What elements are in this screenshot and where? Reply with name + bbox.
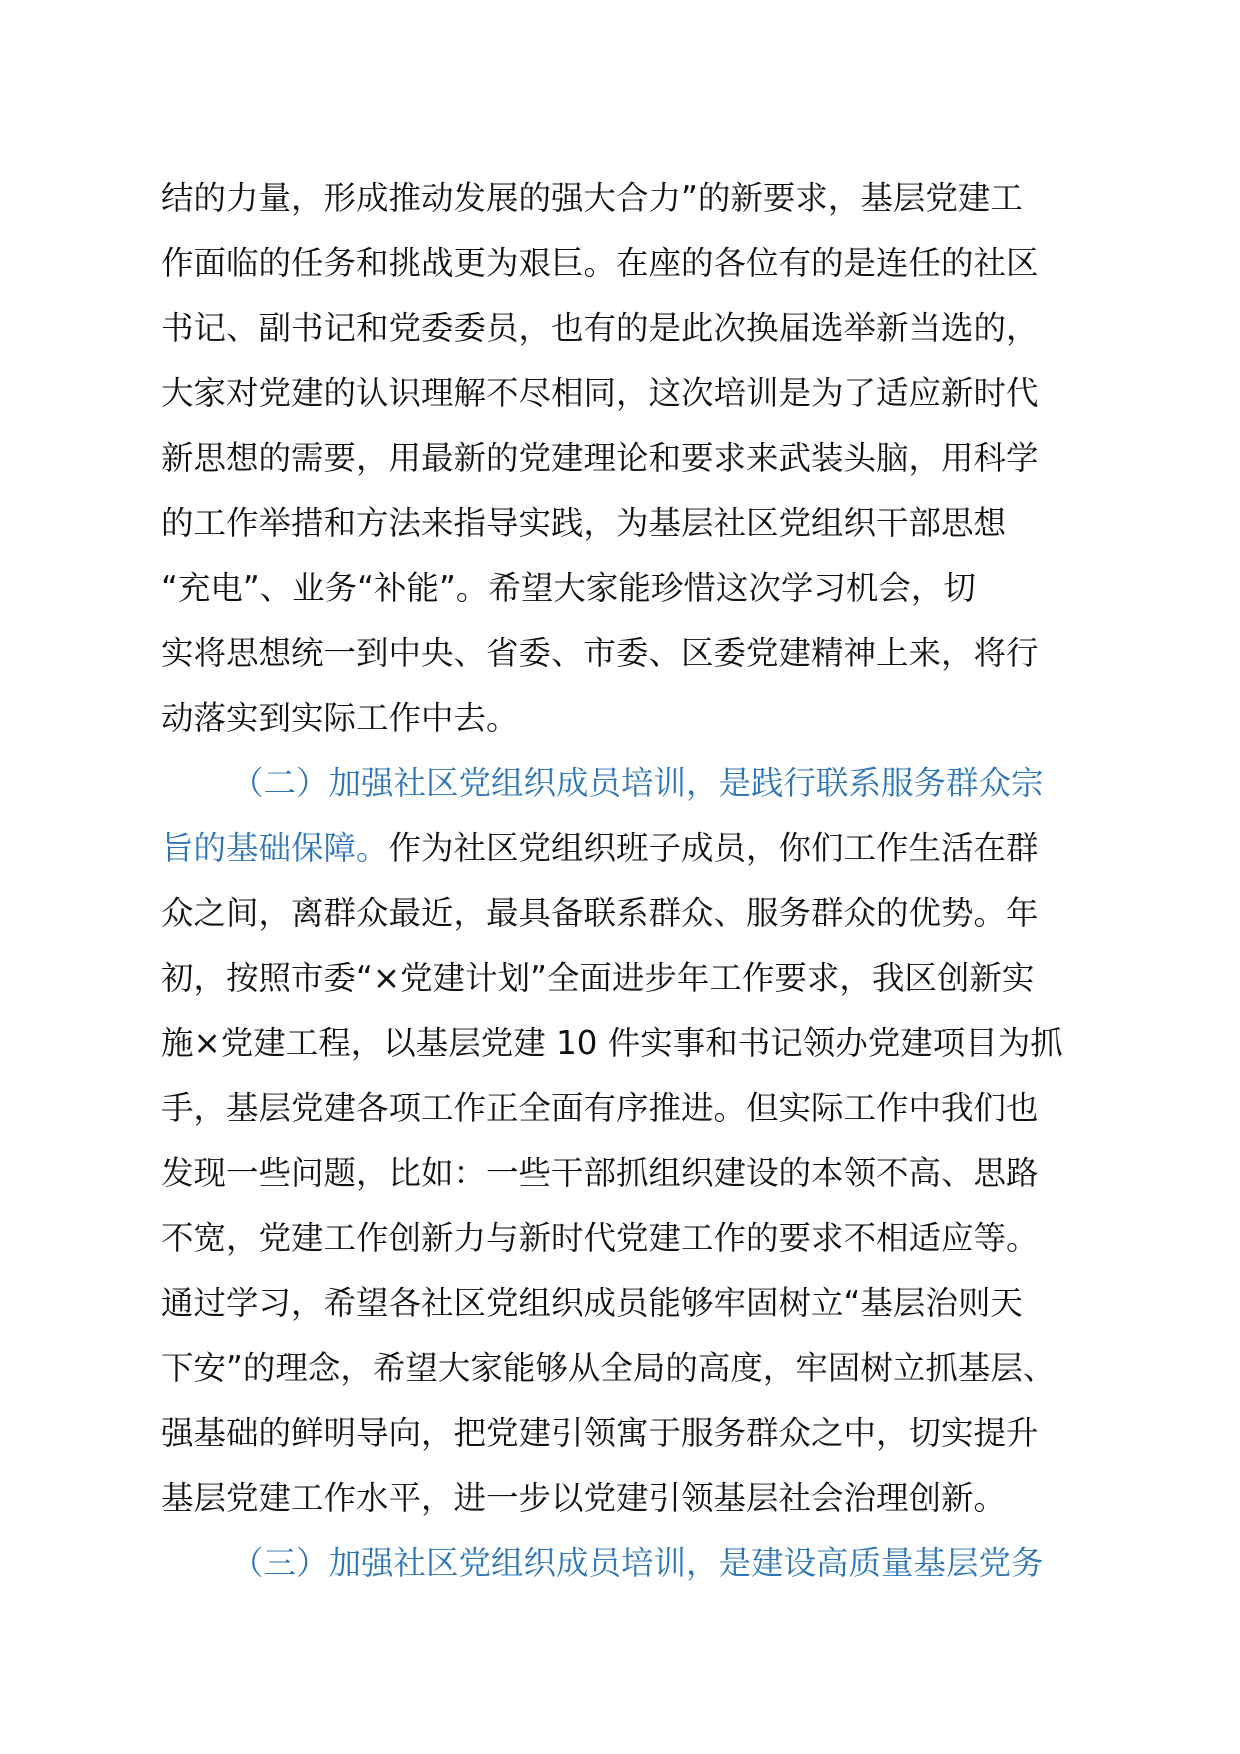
section-heading-line — [161, 751, 1106, 816]
text-line — [161, 1466, 1106, 1531]
text-line — [161, 1271, 1106, 1336]
text-line — [161, 491, 1106, 556]
text-line — [161, 231, 1106, 296]
body-text-span: 发现一些问题，比如：一些干部抓组织建设的本领不高、思路 — [161, 1154, 1039, 1192]
body-text-span: 初，按照市委“×党建计划”全面进步年工作要求，我区创新实 — [161, 959, 1035, 997]
text-line — [161, 946, 1106, 1011]
body-text-span: 结的力量，形成推动发展的强大合力”的新要求，基层党建工 — [161, 179, 1023, 217]
heading-text: （三）加强社区党组织成员培训，是建设高质量基层党务 — [231, 1544, 1044, 1582]
body-text-span: 新思想的需要，用最新的党建理论和要求来武装头脑，用科学 — [161, 439, 1039, 477]
body-text-span: 施×党建工程，以基层党建 10 件实事和书记领办党建项目为抓 — [161, 1024, 1063, 1062]
text-line — [161, 296, 1106, 361]
body-text-span: 的工作举措和方法来指导实践，为基层社区党组织干部思想 — [161, 504, 1007, 542]
text-line — [161, 426, 1106, 491]
body-text-span: 大家对党建的认识理解不尽相同，这次培训是为了适应新时代 — [161, 374, 1039, 412]
body-text-span: 下安”的理念，希望大家能够从全局的高度，牢固树立抓基层、 — [161, 1349, 1056, 1387]
text-line — [161, 621, 1106, 686]
body-text-span: 实将思想统一到中央、省委、市委、区委党建精神上来，将行 — [161, 634, 1039, 672]
body-text-span: 强基础的鲜明导向，把党建引领寓于服务群众之中，切实提升 — [161, 1414, 1039, 1452]
text-line — [161, 1336, 1106, 1401]
body-text-span: 动落实到实际工作中去。 — [161, 699, 519, 737]
text-line — [161, 1401, 1106, 1466]
body-text-span: 不宽，党建工作创新力与新时代党建工作的要求不相适应等。 — [161, 1219, 1039, 1257]
section-heading-line — [161, 1531, 1106, 1596]
body-text — [161, 166, 1106, 1596]
text-line — [161, 1206, 1106, 1271]
text-line — [161, 1076, 1106, 1141]
text-line — [161, 1141, 1106, 1206]
text-line — [161, 166, 1106, 231]
body-text-span: 通过学习，希望各社区党组织成员能够牢固树立“基层治则天 — [161, 1284, 1023, 1322]
heading-text: 旨的基础保障。 — [161, 829, 389, 867]
body-text-span: 基层党建工作水平，进一步以党建引领基层社会治理创新。 — [161, 1479, 1007, 1517]
body-text-span: 手，基层党建各项工作正全面有序推进。但实际工作中我们也 — [161, 1089, 1039, 1127]
heading-text: （二）加强社区党组织成员培训，是践行联系服务群众宗 — [231, 764, 1044, 802]
body-text-span: “充电”、业务“补能”。希望大家能珍惜这次学习机会，切 — [161, 569, 976, 607]
text-line — [161, 816, 1106, 881]
text-line — [161, 1011, 1106, 1076]
body-text-span: 书记、副书记和党委委员，也有的是此次换届选举新当选的， — [161, 309, 1039, 347]
body-text-span: 作面临的任务和挑战更为艰巨。在座的各位有的是连任的社区 — [161, 244, 1039, 282]
text-line — [161, 361, 1106, 426]
text-line — [161, 686, 1106, 751]
text-line — [161, 556, 1106, 621]
text-line — [161, 881, 1106, 946]
body-text-span: 众之间，离群众最近，最具备联系群众、服务群众的优势。年 — [161, 894, 1039, 932]
body-text-span: 作为社区党组织班子成员，你们工作生活在群 — [388, 829, 1039, 867]
